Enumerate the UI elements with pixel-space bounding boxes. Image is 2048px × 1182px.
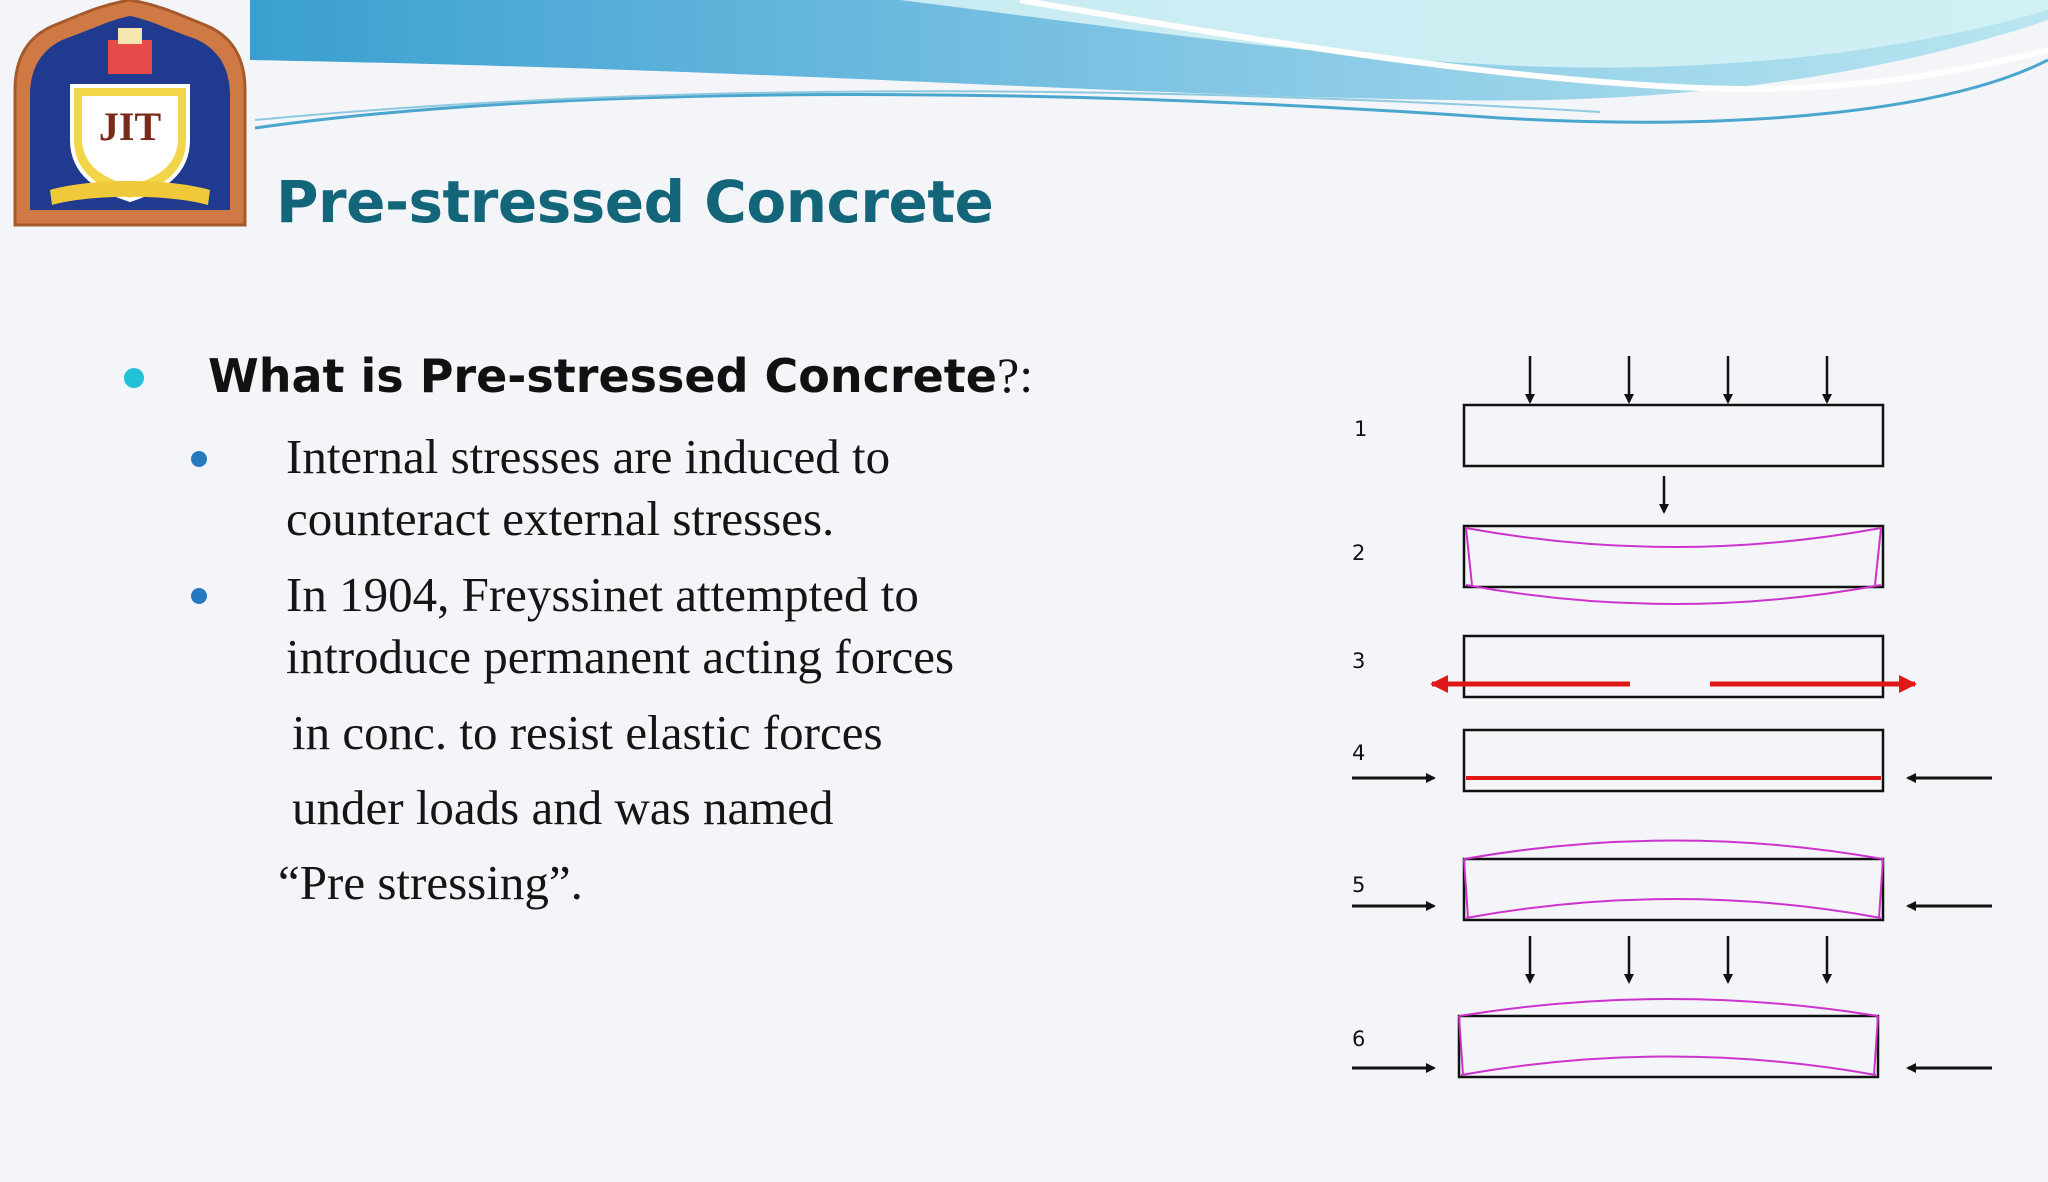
stage-6-beam	[1352, 936, 1992, 1077]
bullet2-line-4: under loads and was named	[292, 780, 834, 835]
stage-5-beam	[1352, 841, 1992, 921]
logo-text: JIT	[98, 104, 162, 149]
heading-bold-text: What is Pre-stressed Concrete	[208, 349, 997, 403]
bullet-marker-level2	[191, 451, 207, 467]
bullet-marker-level1	[124, 368, 144, 388]
bullet-marker-level2	[191, 588, 207, 604]
college-logo	[10, 0, 250, 230]
bullet2-line-1: In 1904, Freyssinet attempted to	[286, 567, 919, 622]
stage-2-beam	[1464, 526, 1883, 604]
stage-4-beam	[1352, 730, 1992, 791]
prestressing-stages-diagram	[1330, 340, 2010, 1100]
stage-label-4: 4	[1352, 741, 1366, 765]
stage-label-3: 3	[1352, 649, 1366, 673]
bullet1-line-2: counteract external stresses.	[286, 491, 835, 546]
stage-label-6: 6	[1352, 1027, 1366, 1051]
stage-label-1: 1	[1354, 417, 1368, 441]
stage-1-beam	[1464, 356, 1883, 512]
stage-label-2: 2	[1352, 541, 1366, 565]
bullet2-line-2: introduce permanent acting forces	[286, 629, 955, 684]
slide-title: Pre-stressed Concrete	[276, 168, 994, 236]
stage-3-beam	[1432, 636, 1915, 697]
header-wave-decoration	[0, 0, 2048, 140]
bullet1-line-1: Internal stresses are induced to	[286, 429, 891, 484]
stage-label-5: 5	[1352, 873, 1366, 897]
bullet2-line-3: in conc. to resist elastic forces	[292, 705, 883, 760]
bullet2-line-5: “Pre stressing”.	[278, 855, 583, 910]
heading-suffix: ?:	[997, 347, 1034, 403]
bullet-heading	[208, 346, 1033, 404]
